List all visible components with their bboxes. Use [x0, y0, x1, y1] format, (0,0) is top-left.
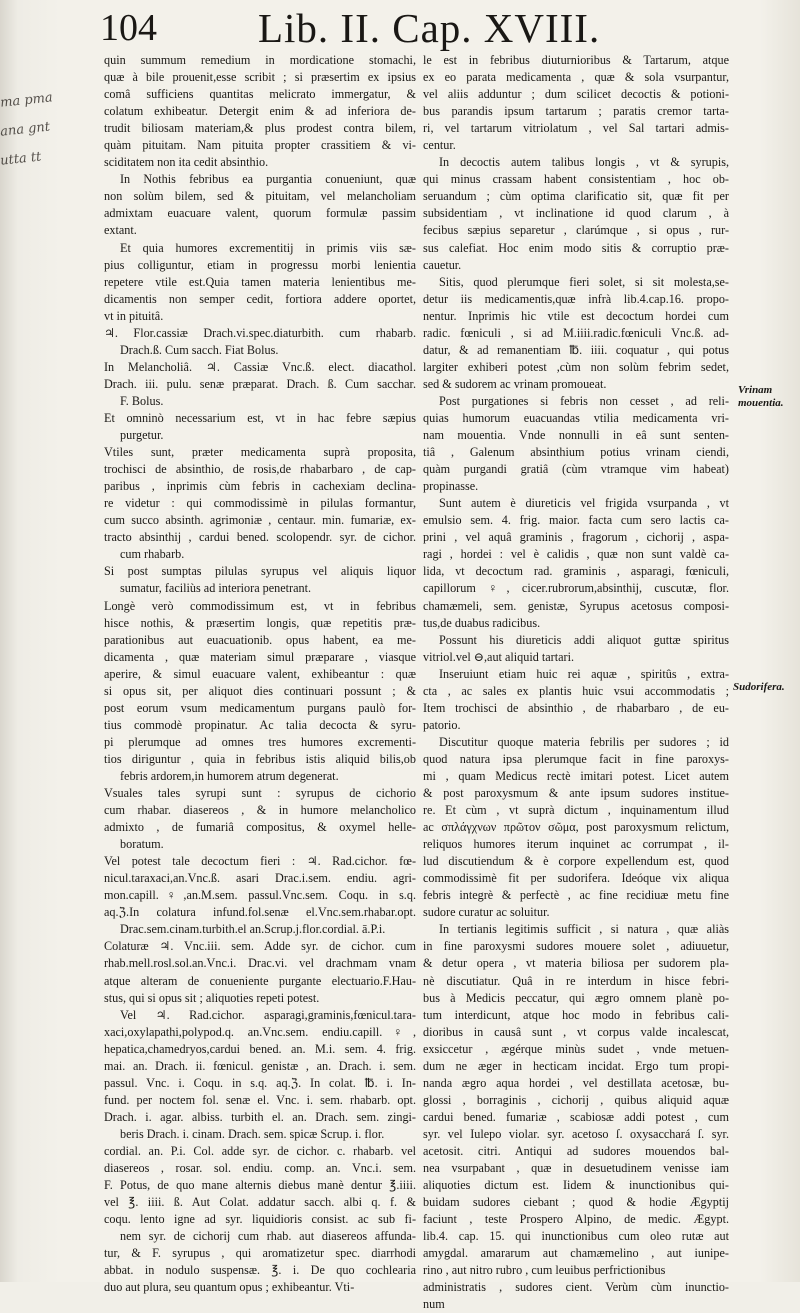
text-line: hisce nothis, & præsertim longis, quæ repetitis præ- — [104, 615, 416, 630]
text-line: cum succo absinth. agrimoniæ , centaur. min. fumariæ, ex- — [104, 513, 416, 528]
text-line: propinasse. — [423, 479, 479, 494]
text-line: quàm pituitam. Nam pituita propter crassitiem & vi- — [104, 138, 416, 153]
text-line: Vsuales tales syrupi sunt : syrupus de cichorio — [104, 786, 416, 801]
text-line: pius colliguntur, etiam in progressu morbi lenientia — [104, 257, 416, 272]
text-line: colatum exhibeatur. Detergit enim & ad inferiora de- — [104, 104, 416, 119]
text-line: stus, qui si opus sit ; aliquoties repeti potest. — [104, 990, 320, 1005]
text-line: nicul.taraxaci,an.Vnc.ß. asari Drac.i.sem. endiu. agri- — [104, 871, 416, 886]
margin-note-urinam: Vrinam mouentia. — [738, 384, 784, 409]
text-line: sudore curatur ac soluitur. — [423, 905, 550, 920]
text-line: pi plerumque ad omnes tres humores excrementi- — [104, 734, 416, 749]
text-line: coqu. lento igne ad syr. liquidioris consist. ac sub fi- — [104, 1212, 416, 1227]
text-line: beris Drach. i. cinam. Drach. sem. spicæ Scrup. i. flor. — [120, 1126, 385, 1141]
text-line: quàm purgandi gratiâ (cùm vtramque vim habeat) — [423, 462, 729, 477]
text-line: Sunt autem è diureticis vel frigida vsurpanda , vt — [439, 496, 729, 511]
text-line: reliquos humores iterum inquinet ac corrumpat , il- — [423, 837, 729, 852]
text-line: emulsio sem. 4. frig. maior. facta cum sero lactis ca- — [423, 513, 729, 528]
text-line: quod natura ipsa plerumque facit in fine paroxys- — [423, 751, 729, 766]
text-line: Item trochisci de absinthio , de rhabarbaro , de eu- — [423, 700, 729, 715]
text-line: prini , vel aquâ graminis , fragorum , cichorij , aspa- — [423, 530, 729, 545]
text-line: sus calefiat. Hoc enim modo sitis & corruptio præ- — [423, 240, 729, 255]
text-line: vel ℥. iiii. ß. Aut Colat. addatur sacch. albi q. f. & — [104, 1195, 416, 1210]
text-line: qui minus crassam habent consistentiam , hoc ob- — [423, 172, 729, 187]
text-line: admixto , de fumariâ compositus, & oxymel helle- — [104, 820, 416, 835]
text-line: cum rhabarb. — [120, 547, 185, 562]
text-line: quin summum remedium in mordicatione stomachi, — [104, 53, 416, 67]
text-line: Sitis, quod plerumque fieri solet, si sit molesta,se- — [439, 274, 729, 289]
text-line: sumatur, faciliùs ad interiora penetrant. — [120, 581, 312, 596]
text-line: Inseruiunt etiam huic rei aquæ , spiritûs , extra- — [439, 666, 729, 681]
text-line: Post purgationes si febris non cesset , ad reli- — [439, 393, 729, 408]
text-line: In tertianis legitimis sufficit , si natura , quæ aliàs — [439, 922, 729, 937]
text-line: acetosit. citri. Antiqui ad sudores mouendos bal- — [423, 1144, 729, 1158]
text-line: largiter exhiberi potest ,cùm non solùm febrim sedet, — [423, 359, 729, 374]
text-line: faciunt , teste Prospero Alpino, de medic. Ægypt. — [423, 1212, 729, 1227]
text-line: extant. — [104, 223, 137, 238]
text-line: nea vsurpabant , quæ in desuetudinem venisse iam — [423, 1161, 729, 1176]
marginalia-line: ma pma — [0, 90, 54, 111]
text-line: Et quia humores excrementitij in primis viis sæ- — [120, 240, 416, 255]
text-line: chamæmeli, sem. genistæ, Syrupus acetosus composi- — [423, 598, 729, 613]
text-line: re videtur : qui commodissimè in pilulas formantur, — [104, 496, 416, 511]
text-line: F. Potus, de quo mane alternis diebus manè dentur ℥.iiii. — [104, 1178, 416, 1193]
page-number: 104 — [100, 7, 157, 49]
text-line: mai. an. Drach. ii. fœnicul. genistæ , an. Drach. i. sem. — [104, 1058, 416, 1073]
text-line: comâ sufficiens quantitas melicrato immergatur, & — [104, 87, 416, 102]
running-title: Lib. II. Cap. XVIII. — [258, 5, 601, 51]
text-line: sed & sudorem ac vrinam promoueat. — [423, 376, 607, 391]
text-line: amygdal. amararum aut chamæmelino , aut iunipe- — [423, 1246, 729, 1261]
text-line: purgetur. — [120, 428, 164, 443]
text-line: mi , quam Medicus rectè imitari potest. Licet autem — [423, 768, 729, 783]
text-line: boratum. — [120, 837, 164, 852]
text-line: mon.capill.♀,an.M.sem. passul.Vnc.sem. Coqu. in s.q. — [104, 888, 416, 903]
text-line: dicamentis non semper cedit, fortiora addere oportet, — [104, 291, 416, 306]
text-line: trochisci de absinthio, de rosis,de rhabarbaro , de cap- — [104, 462, 416, 477]
text-line: fund. per noctem fol. senæ el. Vnc. i. sem. rhabarb. opt. — [104, 1092, 416, 1107]
text-line: bus parandis ipsum tartarum ; paratis cremor tarta- — [423, 104, 729, 119]
text-line: parationibus aut euacuationib. opus habent, ea me- — [104, 632, 416, 647]
text-line: ♃. Flor.cassiæ Drach.vi.spec.diaturbith. cum rhabarb. — [104, 325, 416, 340]
text-line: fecibus sæpius separetur , clarúmque , si opus , rur- — [423, 223, 729, 238]
text-line: admixtam euacuare valent, quorum formulæ passim — [104, 206, 416, 221]
text-line: datur, & ad remanentiam ℔. iiii. coquatur , qui potus — [423, 342, 729, 357]
text-line: tum interdicunt, atque hoc modo in febribus cali- — [423, 1007, 729, 1022]
text-line: post eorum vsum medicamentum purgans paulò for- — [104, 700, 416, 715]
text-line: ri, vel tartarum vitriolatum , vel Sal tartari admis- — [423, 121, 729, 136]
text-line: & post paroxysmum & ante ipsum sudores institue- — [423, 786, 729, 801]
text-line: nè discutiatur. Quâ in re interdum in hisce febri- — [423, 973, 729, 988]
text-line: dicamenta , quæ materiam simul præparare , viasque — [104, 649, 416, 664]
handwritten-marginalia — [0, 90, 110, 200]
text-line: repetere vtile est.Quia tamen materia lenientibus me- — [104, 274, 416, 289]
text-line: F. Bolus. — [120, 393, 164, 408]
text-line: nentur. Inprimis hic vtile est decoctum hordei cum — [423, 308, 729, 323]
text-line: trudit biliosam materiam,& plus prodest contra bilem, — [104, 121, 416, 136]
text-line: commodissimè fit per sudorifera. Ideóque vix aliqua — [423, 871, 729, 886]
text-line: seruandum ; cùm optima clarificatio sit, quæ fit per — [423, 189, 729, 204]
text-line: cauetur. — [423, 257, 462, 272]
text-line: patorio. — [423, 717, 461, 732]
text-line: tius commodè propinatur. Ac talia decocta & syru- — [104, 717, 416, 732]
text-line: dum ne æger in hecticam incidat. Ergo tum propi- — [423, 1058, 729, 1073]
text-line: syr. vel Iulepo violar. syr. acetoso ſ. oxysacchará ſ. syr. — [423, 1126, 729, 1141]
text-line: vt in pituitâ. — [104, 308, 164, 323]
text-line: abbat. in nodulo suspensæ. ℥. i. De quo cochlearia — [104, 1263, 416, 1278]
text-line: nam mouentia. Vnde nonnulli in eâ sunt senten- — [423, 428, 729, 443]
text-line: nanda ægro aqua hordei , vel destillata acetosæ, bu- — [423, 1075, 729, 1090]
text-line: cum rhabar. diasereos , & in humore melancholico — [104, 803, 416, 818]
text-line: si opus sit, per aliquot dies continuari possunt ; & — [104, 683, 416, 698]
marginalia-line: utta tt — [0, 149, 43, 169]
text-line: In Melancholiâ. ♃. Cassiæ Vnc.ß. elect. diacathol. — [104, 359, 416, 374]
text-line: hepatica,chamedryos,cardui bened. an. M.i. sem. 4. frig. — [104, 1041, 416, 1056]
text-line: vitriol.vel ⊖,aut aliquid tartari. — [423, 649, 575, 664]
text-line: Drac.sem.cinam.turbith.el an.Scrup.j.flor.cordial. ā.P.i. — [120, 922, 386, 937]
text-line: quias humorum euacuandas vtilia medicamenta vri- — [423, 410, 729, 425]
text-line: non solùm bilem, sed & pituitam, vel melancholiam — [104, 189, 416, 204]
text-line: febris ardorem,in humorem atrum degenerat. — [120, 768, 339, 783]
text-line: febris integrè & perfectè , ac fine recidiuæ metu fine — [423, 888, 729, 903]
text-line: tracto absinthij , cardui bened. scolopendr. syr. de cichor. — [104, 530, 416, 545]
text-line: ac σπλάγχνων πρῶτον σῶμα, post paroxysmum relictum, — [423, 820, 729, 835]
text-line: cardui bened. fumariæ , scabiosæ addi potest , cum — [423, 1109, 729, 1124]
text-line: tiâ , Galenum absinthium potius vrinam ciendi, — [423, 445, 729, 460]
text-line: num — [423, 1297, 445, 1312]
text-line: xaci,oxylapathi,polypod.q. an.Vnc.sem. endiu.capill.♀, — [104, 1024, 416, 1039]
text-line: & detur opera , vt materia biliosa per sudorem pla- — [423, 956, 729, 971]
text-line: Possunt his diureticis addi aliquot guttæ spiritus — [439, 632, 729, 647]
text-line: aliquoties dictum est. Iidem & inunctionibus qui- — [423, 1178, 729, 1193]
text-line: nem syr. de cichorij cum rhab. aut diasereos affunda- — [120, 1229, 416, 1244]
text-line: In decoctis autem talibus longis , vt & syrupis, — [439, 155, 729, 170]
text-line: lib.4. cap. 15. qui inunctionibus cum oleo rutæ aut — [423, 1229, 729, 1244]
text-line: glossi , borraginis , cichorij , quibus aliquid aquæ — [423, 1092, 729, 1107]
text-line: exsiccetur , ægérque minùs sudet , vnde metuen- — [423, 1041, 729, 1056]
margin-note-sudorifera: Sudorifera. — [733, 681, 785, 693]
text-line: centur. — [423, 138, 456, 153]
text-line: in fine paroxysmi sudores mouere solet , adiuuetur, — [423, 939, 729, 954]
text-line: Si post sumptas pilulas syrupus vel aliquis liquor — [104, 564, 416, 579]
text-line: Longè verò commodissimum est, vt in febribus — [104, 598, 416, 613]
text-line: Vtiles sunt, præter medicamenta suprà proposita, — [104, 445, 416, 460]
text-line: lud discutiendum & è corpore expellendum est, quod — [423, 854, 729, 869]
text-line: le est in febribus diuturnioribus & Tartarum, atque — [423, 53, 729, 67]
text-line: sciditatem non ita cedit absinthio. — [104, 155, 269, 170]
text-line: Colaturæ ♃. Vnc.iii. sem. Adde syr. de cichor. cum — [104, 939, 416, 954]
text-line: administratis , sudores cient. Verùm cùm inunctio- — [423, 1280, 729, 1295]
text-line: aq.ℨ.In colatura infund.fol.senæ el.Vnc.sem.rhabar.opt. — [104, 905, 416, 920]
text-line: vel aliis adduntur ; dum scilicet decoctis & potioni- — [423, 87, 729, 102]
text-line: Discutitur quoque materia febrilis per sudores ; id — [439, 734, 729, 749]
text-line: cordial. an. P.i. Col. adde syr. de cichor. c. rhabarb. vel — [104, 1144, 416, 1158]
text-line: capillorum ♀, cicer.rubrorum,absinthij, cuscutæ, flor. — [423, 581, 729, 596]
text-line: paribus , inprimis cùm febris in cachexiam declina- — [104, 479, 416, 494]
text-line: Vel ♃. Rad.cichor. asparagi,graminis,fœnicul.tara- — [120, 1007, 416, 1022]
text-line: re. Et cùm , vt suprà dictum , inquinamentum illud — [423, 803, 729, 818]
text-line: Drach. i. agar. albiss. turbith el. an. Drach. sem. zingi- — [104, 1109, 416, 1124]
text-line: tur, & F. syrupus , qui aromatizetur spec. diarrhodi — [104, 1246, 416, 1261]
text-line: diasereos , rosar. sol. endiu. comp. an. Vnc.i. sem. — [104, 1161, 416, 1176]
text-line: atque alteram de conueniente purgante electuario.F.Hau- — [104, 973, 416, 988]
text-line: passul. Vnc. i. Coqu. in s.q. aq.ℨ. In colat. ℔. i. In- — [104, 1075, 416, 1090]
right-text-column — [423, 52, 729, 1313]
text-line: duo aut plura, seu quantum opus ; exhibeantur. Vti- — [104, 1280, 355, 1295]
text-line: detur iis medicamentis,quæ infrà lib.4.cap.16. propo- — [423, 291, 729, 306]
text-line: subsidentiam , vt inclinatione id quod clarum , à — [423, 206, 729, 221]
marginalia-line: ana gnt — [0, 119, 51, 140]
text-line: tios diriguntur , quia in febribus istis aliquid bilis,ob — [104, 751, 416, 766]
text-line: Et omninò necessarium est, vt in hac febre sæpius — [104, 410, 416, 425]
text-line: Vel potest tale decoctum fieri : ♃. Rad.cichor. fœ- — [104, 854, 416, 869]
text-line: lida, vt decoctum rad. graminis , asparagi, fœniculi, — [423, 564, 729, 579]
text-line: Drach. iii. pulu. senæ præparat. Drach. ß. Cum sacchar. — [104, 376, 416, 391]
text-line: ex eo parata medicamenta , quæ & sola vsurpantur, — [423, 70, 729, 85]
text-line: buidam sudores ciebant ; quod & hodie Ægyptij — [423, 1195, 729, 1210]
text-line: rino , aut nitro rubro , cum leuibus perfrictionibus — [423, 1263, 666, 1278]
text-line: bus à Medicis peccatur, qui ægro omnem planè po- — [423, 990, 729, 1005]
text-line: radic. fœniculi , si ad M.iiii.radic.fœniculi Vnc.ß. ad- — [423, 325, 729, 340]
text-line: cta , ac sales ex plantis huic vsui accommodatis ; — [423, 683, 729, 698]
text-line: tus,de duabus radicibus. — [423, 615, 541, 630]
text-line: quæ à bile prouenit,esse scribit ; si præsertim ex ipsius — [104, 70, 416, 85]
text-line: rhab.mell.rosl.sol.an.Vnc.i. Drac.vi. vel drachmam vnam — [104, 956, 416, 971]
text-line: Drach.ß. Cum sacch. Fiat Bolus. — [120, 342, 279, 357]
text-line: In Nothis febribus ea purgantia conueniunt, quæ — [120, 172, 416, 187]
left-text-column — [104, 52, 416, 1296]
text-line: ragi , hordei : vel è calidis , quæ non sunt valdè ca- — [423, 547, 729, 562]
text-line: aperire, & simul euacuare valent, exhibeantur : quæ — [104, 666, 416, 681]
text-line: dioribus in causâ sunt , vt corpus valde incalescat, — [423, 1024, 729, 1039]
